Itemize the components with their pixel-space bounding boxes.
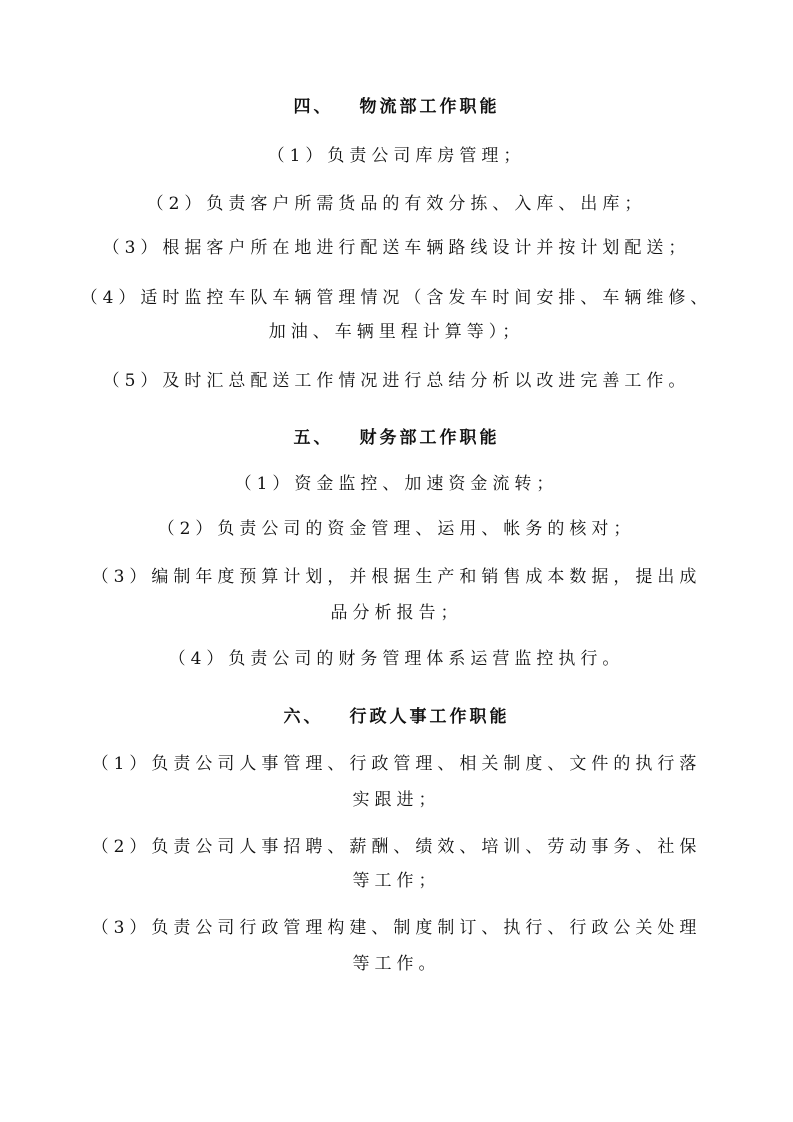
section-number: 六、 <box>283 707 324 727</box>
section-title: 财务部工作职能 <box>359 428 500 448</box>
list-item: （1）负责公司库房管理； <box>267 146 526 166</box>
list-item: （1）负责公司人事管理、行政管理、相关制度、文件的执行落 <box>91 754 702 774</box>
section-title: 行政人事工作职能 <box>349 707 510 727</box>
list-item-continuation: 实跟进； <box>352 790 441 810</box>
section-title: 物流部工作职能 <box>359 97 500 117</box>
list-item: （4）负责公司的财务管理体系运营监控执行。 <box>168 649 625 669</box>
section-number: 五、 <box>293 428 334 448</box>
list-item-continuation: 加油、车辆里程计算等）； <box>268 322 525 342</box>
section-heading <box>0 705 793 729</box>
list-item: （2）负责公司人事招聘、薪酬、绩效、培训、劳动事务、社保 <box>91 837 702 857</box>
list-item-continuation: 等工作。 <box>352 954 441 974</box>
section-heading <box>0 95 793 119</box>
section-number: 四、 <box>293 97 334 117</box>
list-item: （3）根据客户所在地进行配送车辆路线设计并按计划配送； <box>102 238 691 258</box>
list-item-continuation: 品分析报告； <box>330 603 463 623</box>
list-item-continuation: 等工作； <box>352 871 441 891</box>
list-item: （2）负责客户所需货品的有效分拣、入库、出库； <box>146 194 647 214</box>
list-item: （4）适时监控车队车辆管理情况（含发车时间安排、车辆维修、 <box>80 288 713 308</box>
list-item: （3）编制年度预算计划，并根据生产和销售成本数据，提出成 <box>91 567 702 587</box>
list-item: （2）负责公司的资金管理、运用、帐务的核对； <box>157 519 636 539</box>
section-heading <box>0 426 793 450</box>
list-item: （3）负责公司行政管理构建、制度制订、执行、行政公关处理 <box>91 918 702 938</box>
list-item: （1）资金监控、加速资金流转； <box>234 474 559 494</box>
list-item: （5）及时汇总配送工作情况进行总结分析以改进完善工作。 <box>102 371 691 391</box>
